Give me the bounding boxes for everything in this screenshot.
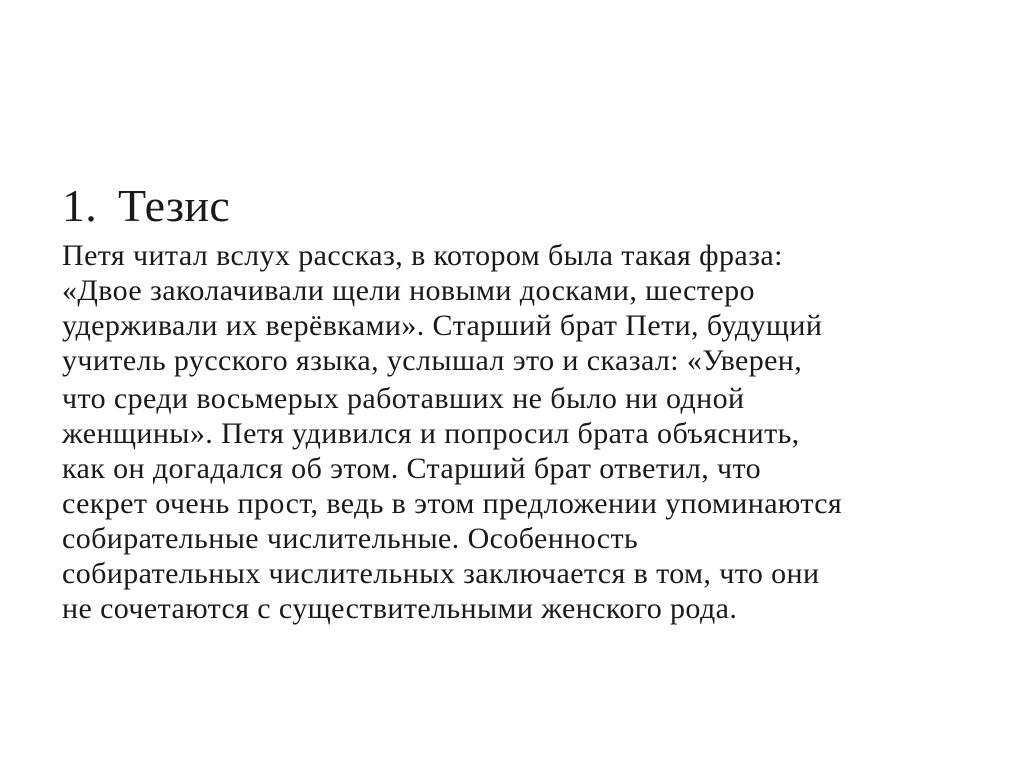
paragraph-line: Петя читал вслух рассказ, в котором была такая фраза: <box>62 239 783 272</box>
paragraph-line: удерживали их верёвками». Старший брат Пети, будущий <box>62 309 823 342</box>
paragraph-line: секрет очень прост, ведь в этом предложении упоминаются <box>62 487 843 520</box>
paragraph-line: собирательные числительные. Особенность <box>62 522 639 555</box>
paragraph-line: не сочетаются с существительными женского рода. <box>62 592 738 625</box>
paragraph-2 <box>62 381 962 626</box>
paragraph-line: что среди восьмерых работавших не было ни одной <box>62 382 745 415</box>
paragraph-line: как он догадался об этом. Старший брат ответил, что <box>62 452 762 485</box>
paragraph-line: «Двое заколачивали щели новыми досками, шестеро <box>62 274 755 307</box>
paragraph-line: учитель русского языка, услышал это и сказал: «Уверен, <box>62 344 803 377</box>
paragraph-1 <box>62 238 962 378</box>
slide-heading <box>62 176 230 236</box>
paragraph-line: собирательных числительных заключается в том, что они <box>62 557 820 590</box>
heading-title: Тезис <box>118 180 231 231</box>
paragraph-line: женщины». Петя удивился и попросил брата объяснить, <box>62 417 800 450</box>
heading-number: 1. <box>62 180 98 231</box>
